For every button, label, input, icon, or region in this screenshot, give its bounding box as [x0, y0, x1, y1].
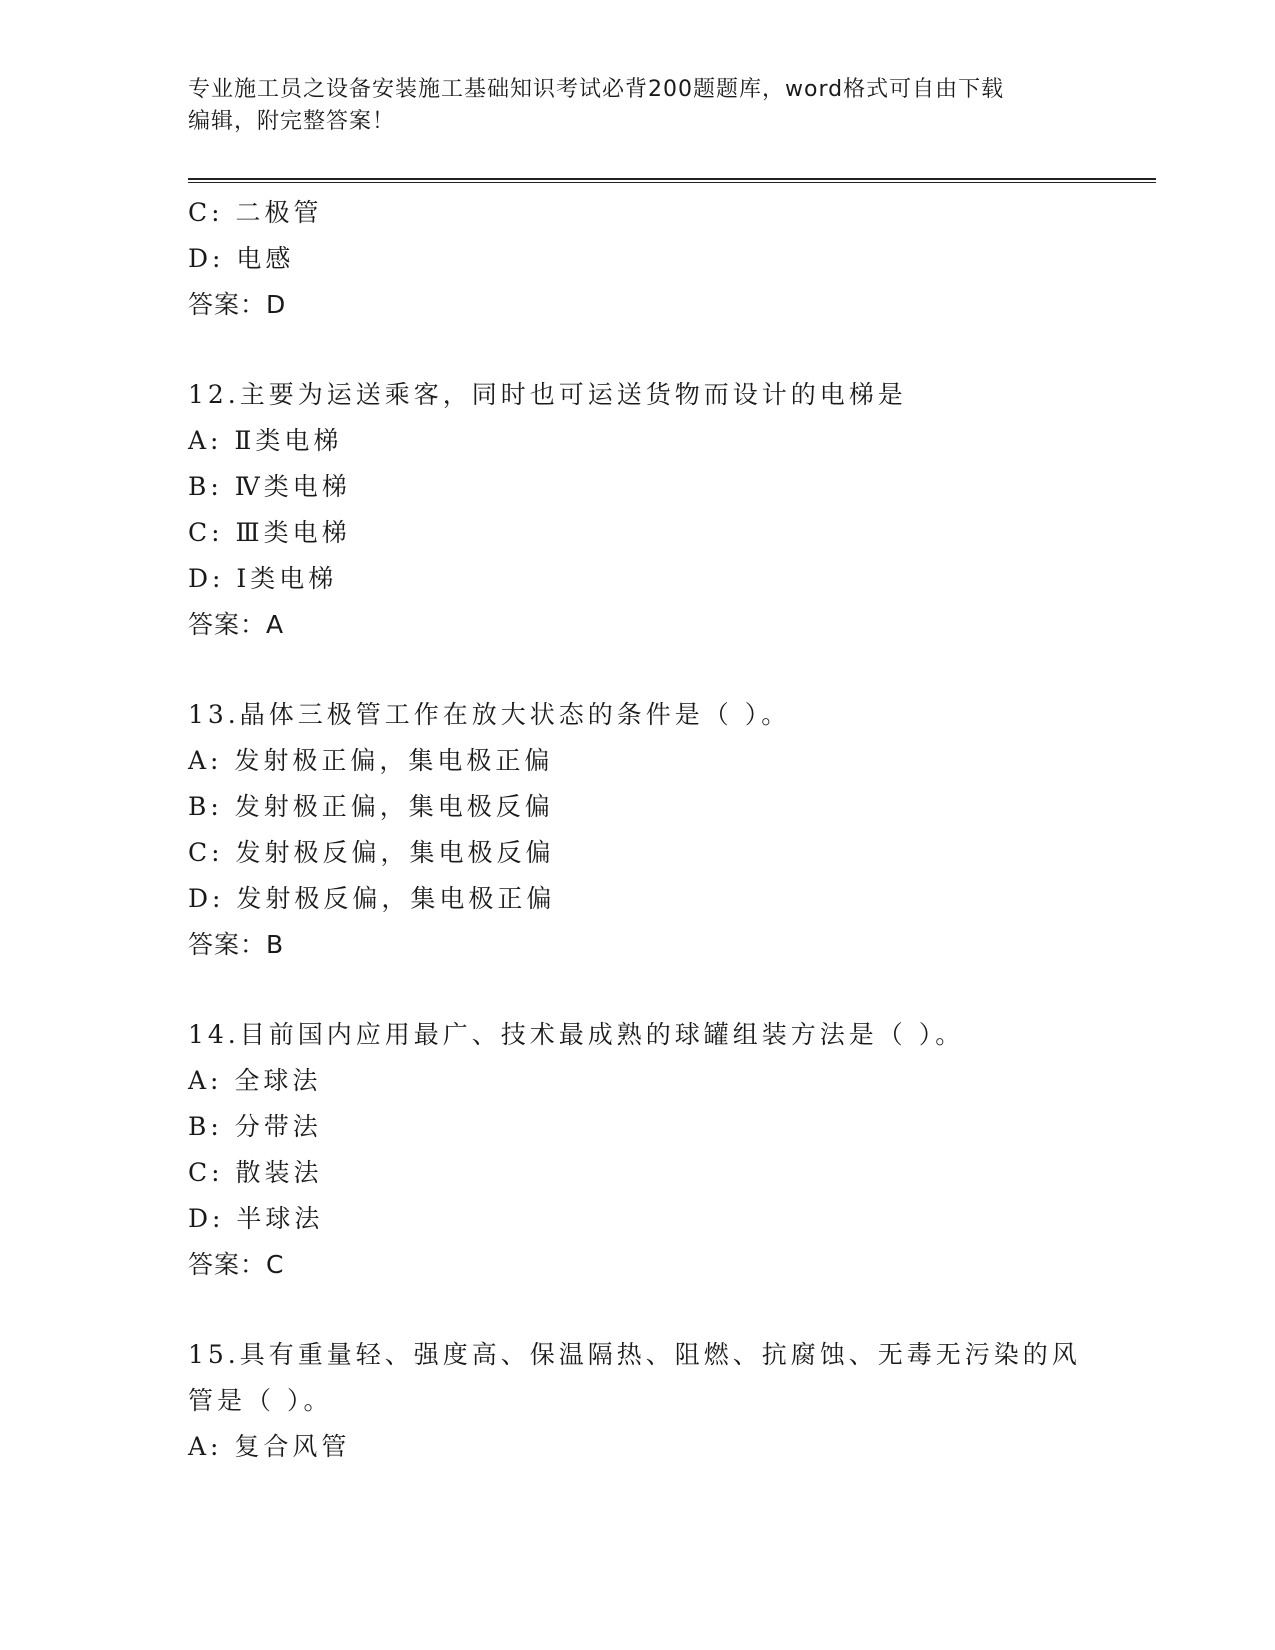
option-d: D: 半球法	[188, 1204, 324, 1233]
option-a: A: Ⅱ类电梯	[188, 426, 343, 455]
answer-line: 答案：C	[188, 1250, 285, 1279]
question-text-line-1: 15.具有重量轻、强度高、保温隔热、阻燃、抗腐蚀、无毒无污染的风	[188, 1340, 1081, 1369]
question-text: 13.晶体三极管工作在放大状态的条件是（ ）。	[188, 700, 791, 729]
option-a: A: 复合风管	[188, 1432, 351, 1461]
option-d: D: 电感	[188, 244, 295, 273]
option-a: A: 全球法	[188, 1066, 322, 1095]
option-d: D: 发射极反偏，集电极正偏	[188, 884, 556, 913]
question-block-14	[188, 1012, 1108, 1288]
option-a: A: 发射极正偏，集电极正偏	[188, 746, 554, 775]
answer-line: 答案：B	[188, 930, 285, 959]
option-c: C: 二极管	[188, 198, 323, 227]
question-block-12	[188, 372, 1108, 648]
question-text: 12.主要为运送乘客，同时也可运送货物而设计的电梯是	[188, 380, 907, 409]
question-text-line-2: 管是（ ）。	[188, 1386, 333, 1415]
option-c: C: 发射极反偏，集电极反偏	[188, 838, 555, 867]
header-title-line-1: 专业施工员之设备安装施工基础知识考试必背200题题库，word格式可自由下载	[188, 77, 1005, 102]
header-title-line-2: 编辑，附完整答案！	[188, 109, 396, 134]
option-d: D: Ⅰ类电梯	[188, 564, 338, 593]
option-b: B: 分带法	[188, 1112, 322, 1141]
answer-line: 答案：A	[188, 610, 285, 639]
answer-line: 答案：D	[188, 290, 287, 319]
question-text: 14.目前国内应用最广、技术最成熟的球罐组装方法是（ ）。	[188, 1020, 965, 1049]
question-list	[188, 190, 1108, 1470]
option-b: B: Ⅳ类电梯	[188, 472, 351, 501]
question-block-13	[188, 692, 1108, 968]
question-block-continued	[188, 190, 1108, 328]
header-divider	[188, 178, 1156, 183]
document-header	[188, 74, 1088, 138]
question-block-15	[188, 1332, 1108, 1470]
option-b: B: 发射极正偏，集电极反偏	[188, 792, 554, 821]
option-c: C: 散装法	[188, 1158, 323, 1187]
option-c: C: Ⅲ类电梯	[188, 518, 351, 547]
